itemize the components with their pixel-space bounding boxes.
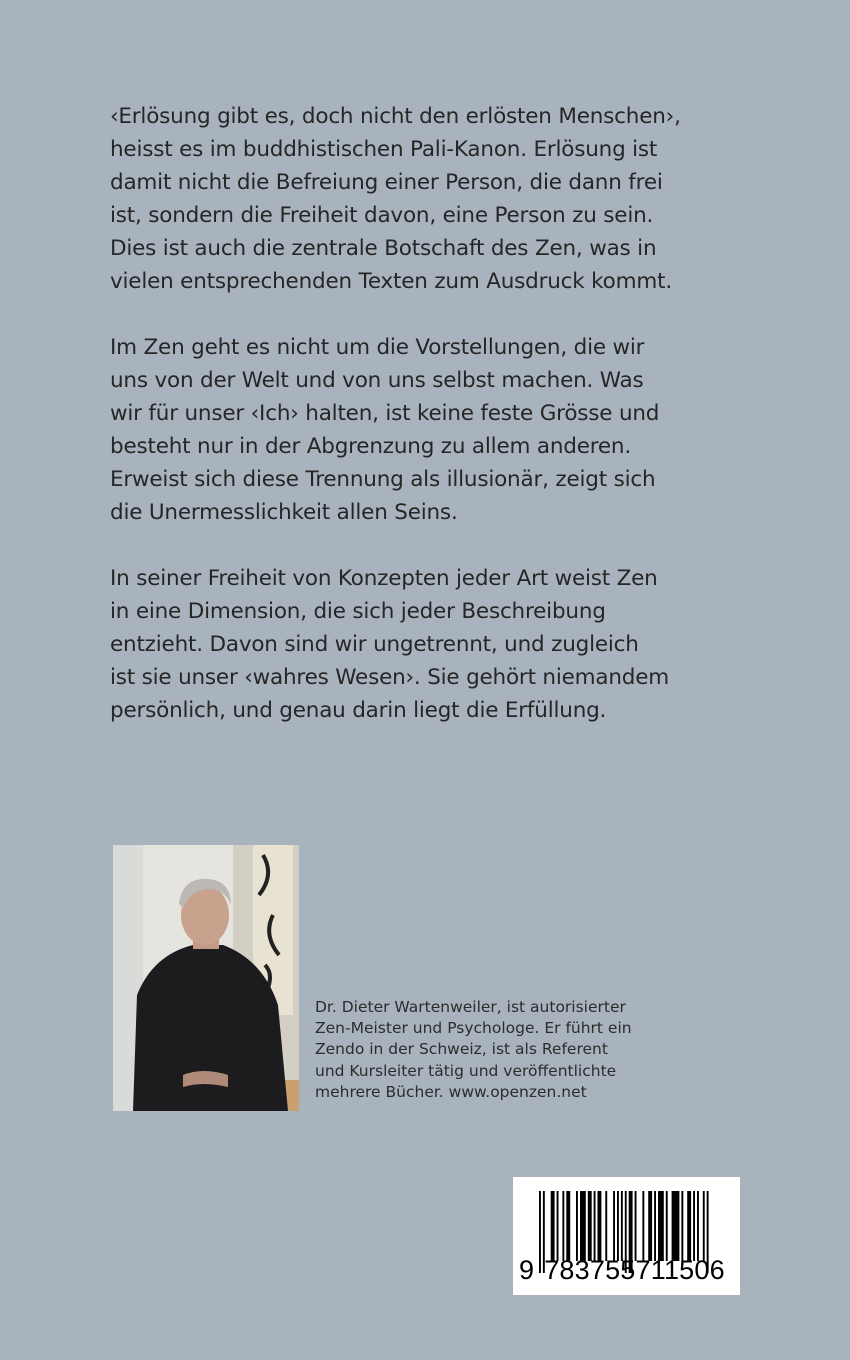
blurb-line: In seiner Freiheit von Konzepten jeder Art weist Zen [110, 566, 658, 591]
barcode-bar [613, 1191, 615, 1261]
blurb-line: damit nicht die Befreiung einer Person, die dann frei [110, 170, 663, 195]
barcode-bar [672, 1191, 680, 1261]
barcode-bar [697, 1191, 699, 1261]
barcode-bar [588, 1191, 592, 1261]
bio-line: und Kursleiter tätig und veröffentlichte [315, 1061, 617, 1080]
blurb-line: Im Zen geht es nicht um die Vorstellungen, die wir [110, 335, 645, 360]
barcode-bar [580, 1191, 586, 1261]
barcode-bar [562, 1191, 564, 1261]
blurb-line: ist, sondern die Freiheit davon, eine Person zu sein. [110, 203, 654, 228]
blurb-line: die Unermesslichkeit allen Seins. [110, 500, 458, 525]
barcode-bar [693, 1191, 695, 1261]
barcode-bar [658, 1191, 664, 1261]
barcode-number: 783755711506 [544, 1255, 725, 1285]
bio-line: mehrere Bücher. www.openzen.net [315, 1082, 587, 1101]
blurb-paragraph-3 [110, 562, 730, 727]
blurb-paragraph-2 [110, 331, 730, 529]
blurb-line: besteht nur in der Abgrenzung zu allem anderen. [110, 434, 631, 459]
barcode-bar [617, 1191, 619, 1261]
blurb-line: in eine Dimension, die sich jeder Beschreibung [110, 599, 606, 624]
blurb-line: ist sie unser ‹wahres Wesen›. Sie gehört niemandem [110, 665, 670, 690]
author-photo [113, 845, 299, 1111]
barcode-bar [598, 1191, 602, 1261]
isbn-barcode [513, 1177, 740, 1295]
barcode-bar [654, 1191, 656, 1261]
blurb-line: Erweist sich diese Trennung als illusionär, zeigt sich [110, 467, 656, 492]
barcode-bar [681, 1191, 683, 1261]
barcode-bar [576, 1191, 578, 1261]
barcode-bar [687, 1191, 691, 1261]
blurb-line: vielen entsprechenden Texten zum Ausdruck kommt. [110, 269, 672, 294]
barcode-bar [551, 1191, 555, 1261]
barcode-bar [642, 1191, 644, 1261]
barcode-bar [648, 1191, 652, 1261]
barcode-bar [605, 1191, 607, 1261]
barcode-bar [635, 1191, 637, 1261]
blurb-line: heisst es im buddhistischen Pali-Kanon. Erlösung ist [110, 137, 658, 162]
blurb-line: persönlich, und genau darin liegt die Erfüllung. [110, 698, 607, 723]
back-cover-blurb [110, 100, 730, 760]
blurb-line: entzieht. Davon sind wir ungetrennt, und zugleich [110, 632, 639, 657]
blurb-line: Dies ist auch die zentrale Botschaft des Zen, was in [110, 236, 657, 261]
barcode-bar [621, 1191, 623, 1261]
bio-line: Dr. Dieter Wartenweiler, ist autorisierter [315, 998, 626, 1016]
blurb-paragraph-1 [110, 100, 730, 298]
barcode-first-digit: 9 [519, 1255, 535, 1285]
barcode-bar [703, 1191, 705, 1261]
barcode-bar [594, 1191, 596, 1261]
blurb-line: wir für unser ‹Ich› halten, ist keine feste Grösse und [110, 401, 660, 426]
bio-line: Zen-Meister und Psychologe. Er führt ein [315, 1019, 632, 1038]
barcode-bar [557, 1191, 559, 1261]
barcode-digits [519, 1255, 725, 1286]
blurb-line: uns von der Welt und von uns selbst machen. Was [110, 368, 644, 393]
barcode-bar [566, 1191, 570, 1261]
author-bio [315, 997, 632, 1103]
bio-line: Zendo in der Schweiz, ist als Referent [315, 1040, 608, 1059]
blurb-line: ‹Erlösung gibt es, doch nicht den erlösten Menschen›, [110, 104, 681, 129]
barcode-bar [666, 1191, 668, 1261]
